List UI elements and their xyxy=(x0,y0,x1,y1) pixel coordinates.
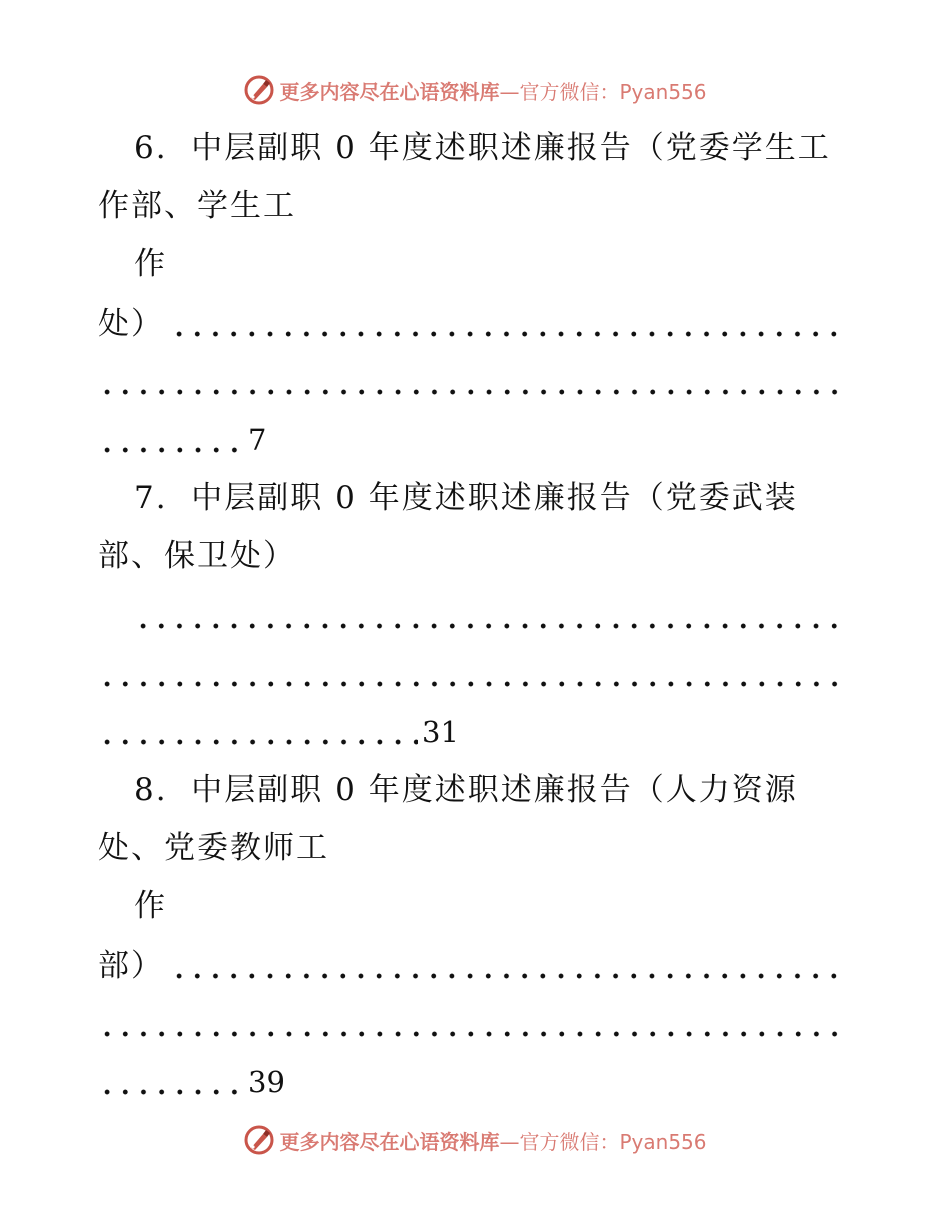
toc-entry-8-title-cont2: 作 xyxy=(134,888,167,924)
toc-entry-7-leader-1 xyxy=(134,596,846,636)
toc-entry-7-title[interactable]: 7. 中层副职 0 年度述职述廉报告（党委武装 xyxy=(134,480,798,516)
pen-logo-icon xyxy=(243,74,275,106)
toc-entry-8-leader-3 xyxy=(98,1062,846,1102)
header-watermark-text: 更多内容尽在心语资料库—官方微信：Pyan556 xyxy=(279,79,707,104)
footer-watermark xyxy=(0,1120,950,1160)
header-watermark xyxy=(0,70,950,110)
toc-entry-6-leader-2 xyxy=(98,362,846,402)
toc-entry-7-title-cont: 部、保卫处） xyxy=(98,538,296,574)
toc-entry-8-leader-1: 部） xyxy=(98,946,846,986)
toc-entry-7-page: 31 xyxy=(422,715,459,749)
toc-entry-6-title-cont: 作部、学生工 xyxy=(98,188,296,224)
toc-entry-8-page: 39 xyxy=(248,1065,285,1099)
toc-entry-7-leader-2 xyxy=(98,654,846,694)
toc-entry-7-leader-3 xyxy=(98,712,846,752)
toc-entry-6-title[interactable]: 6. 中层副职 0 年度述职述廉报告（党委学生工 xyxy=(134,130,831,166)
toc-entry-8-title[interactable]: 8. 中层副职 0 年度述职述廉报告（人力资源 xyxy=(134,772,798,808)
toc-entry-8-leader-2 xyxy=(98,1004,846,1044)
toc-entry-6-leader-1: 处） xyxy=(98,304,846,344)
footer-watermark-text: 更多内容尽在心语资料库—官方微信：Pyan556 xyxy=(279,1129,707,1154)
toc-entry-8-title-cont: 处、党委教师工 xyxy=(98,830,329,866)
toc-entry-6-page: 7 xyxy=(248,423,267,457)
pen-logo-icon xyxy=(243,1124,275,1156)
toc-entry-6-leader-3 xyxy=(98,420,846,460)
toc-entry-6-title-cont2: 作 xyxy=(134,246,167,282)
